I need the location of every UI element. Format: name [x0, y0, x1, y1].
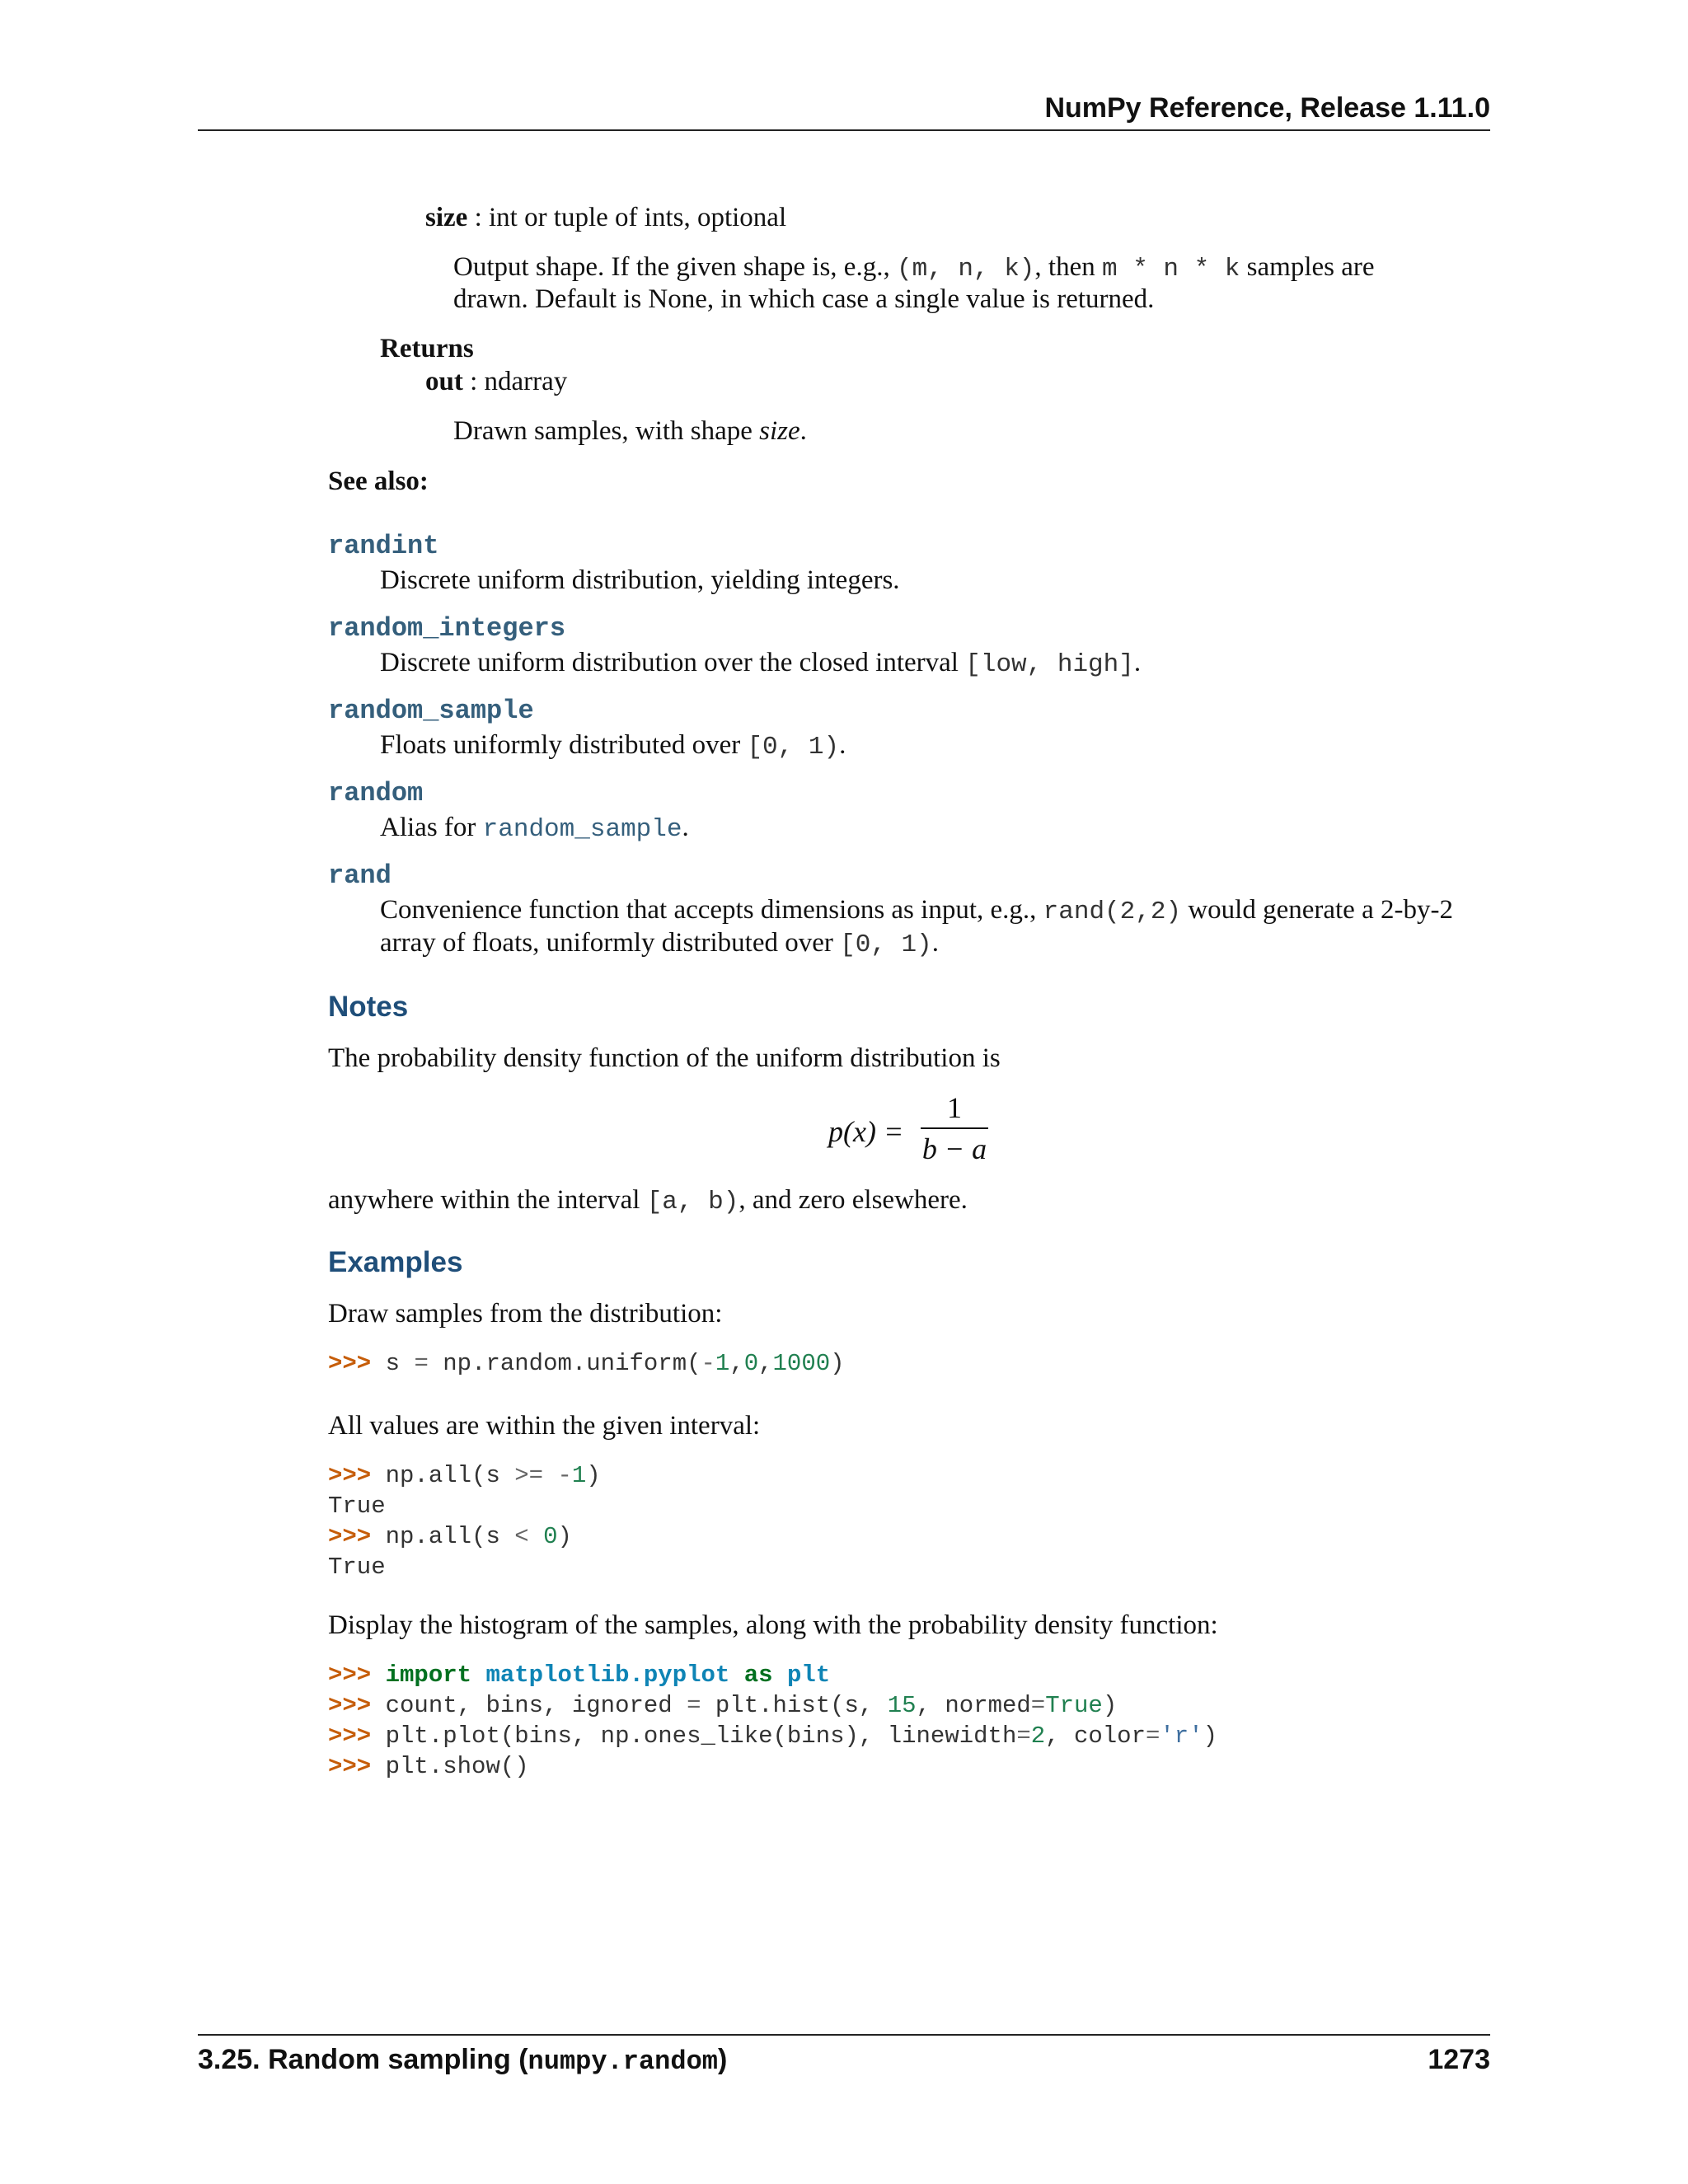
- alias-link-random-sample[interactable]: random_sample: [482, 815, 682, 844]
- output-true-1: True: [328, 1493, 386, 1520]
- returns-heading: Returns: [380, 334, 474, 363]
- see-also-desc-randint: Discrete uniform distribution, yielding integers.: [380, 565, 900, 595]
- param-size-desc-line2: drawn. Default is None, in which case a single value is returned.: [453, 284, 1155, 314]
- output-true-2: True: [328, 1554, 386, 1581]
- see-also-desc-random: [380, 811, 689, 846]
- param-size-desc-text-c: samples are: [1240, 252, 1375, 282]
- footer-section-text: 3.25. Random sampling (: [198, 2044, 528, 2075]
- param-size-shape-code: (m, n, k): [896, 255, 1035, 284]
- param-size-line: [425, 201, 786, 234]
- formula-numerator: 1: [947, 1091, 962, 1124]
- see-also-desc-rand-line1: [380, 893, 1453, 929]
- footer-rule: [198, 2034, 1490, 2036]
- see-also-desc-rand-line2: [380, 926, 939, 962]
- see-also-desc-tail: .: [1133, 648, 1142, 677]
- param-size-desc-text-b: , then: [1034, 252, 1102, 282]
- formula-denominator: b − a: [921, 1132, 987, 1165]
- see-also-interval-code: [low, high]: [965, 650, 1134, 679]
- see-also-desc-text: Convenience function that accepts dimensions as input, e.g.,: [380, 895, 1043, 925]
- see-also-desc-random-sample: [380, 729, 846, 764]
- notes-text: The probability density function of the uniform distribution is: [328, 1043, 1001, 1073]
- footer-section-close: ): [717, 2044, 728, 2075]
- returns-desc-tail: .: [799, 416, 807, 446]
- code-block-2: >>> np.all(s >= -1) True >>> np.all(s < 0) True: [328, 1462, 601, 1581]
- see-also-interval-code: [0, 1): [840, 930, 932, 959]
- footer-section-code: numpy.random: [528, 2046, 718, 2077]
- examples-p1: Draw samples from the distribution:: [328, 1299, 723, 1329]
- see-also-link-rand[interactable]: rand: [328, 860, 392, 891]
- see-also-heading: See also:: [328, 466, 429, 496]
- see-also-interval-code: [0, 1): [747, 733, 840, 762]
- examples-heading: Examples: [328, 1246, 463, 1278]
- notes-after-text: anywhere within the interval: [328, 1185, 647, 1215]
- see-also-link-random-sample[interactable]: random_sample: [328, 696, 534, 726]
- examples-p3: Display the histogram of the samples, along with the probability density function:: [328, 1610, 1218, 1640]
- footer-page-number: 1273: [1428, 2044, 1490, 2075]
- notes-interval-code: [a, b): [646, 1188, 739, 1216]
- see-also-link-random-integers[interactable]: random_integers: [328, 613, 566, 644]
- notes-after-formula: [328, 1183, 968, 1219]
- see-also-desc-text: Floats uniformly distributed over: [380, 730, 748, 760]
- returns-out-name: out: [425, 367, 463, 396]
- see-also-rand-code: rand(2,2): [1043, 898, 1182, 926]
- notes-after-tail: , and zero elsewhere.: [738, 1185, 968, 1215]
- see-also-desc-tail: .: [839, 730, 846, 760]
- formula-fraction-bar: [921, 1127, 988, 1129]
- param-size-desc-text: Output shape. If the given shape is, e.g.,: [453, 252, 897, 282]
- header-rule: [198, 129, 1490, 131]
- see-also-desc-text: Alias for: [380, 813, 483, 842]
- param-size-type: : int or tuple of ints, optional: [467, 203, 787, 232]
- param-size-name: size: [425, 203, 468, 232]
- param-size-desc-line1: [453, 251, 1375, 286]
- see-also-desc-random-integers: [380, 646, 1141, 682]
- see-also-link-randint[interactable]: randint: [328, 531, 439, 561]
- returns-desc-text: Drawn samples, with shape: [453, 416, 760, 446]
- see-also-desc-tail: .: [682, 813, 689, 842]
- see-also-desc-tail: .: [931, 928, 939, 958]
- examples-p2: All values are within the given interval:: [328, 1411, 761, 1441]
- returns-desc-em: size: [759, 416, 800, 446]
- see-also-link-random[interactable]: random: [328, 778, 424, 808]
- code-block-1: >>> s = np.random.uniform(-1,0,1000): [328, 1350, 845, 1377]
- running-header-title: NumPy Reference, Release 1.11.0: [1044, 92, 1490, 124]
- formula-lhs: p(x) =: [828, 1115, 904, 1148]
- returns-out-type: : ndarray: [462, 367, 568, 396]
- see-also-desc-text: Discrete uniform distribution over the closed interval: [380, 648, 966, 677]
- notes-heading: Notes: [328, 991, 409, 1023]
- code-block-3: >>> import matplotlib.pyplot as plt >>> count, bins, ignored = plt.hist(s, 15, normed=True) >>> plt.plot(bins, np.ones_like(bins), linewidth=2, color='r') >>> plt.show(): [328, 1661, 1218, 1780]
- see-also-desc-text: array of floats, uniformly distributed over: [380, 928, 841, 958]
- see-also-desc-tail: would generate a 2-by-2: [1181, 895, 1453, 925]
- returns-desc: [453, 415, 807, 448]
- formula-fraction: [921, 1090, 988, 1167]
- returns-out-line: [425, 365, 567, 398]
- param-size-product-code: m * n * k: [1101, 255, 1240, 284]
- footer-section-title: [198, 2044, 727, 2077]
